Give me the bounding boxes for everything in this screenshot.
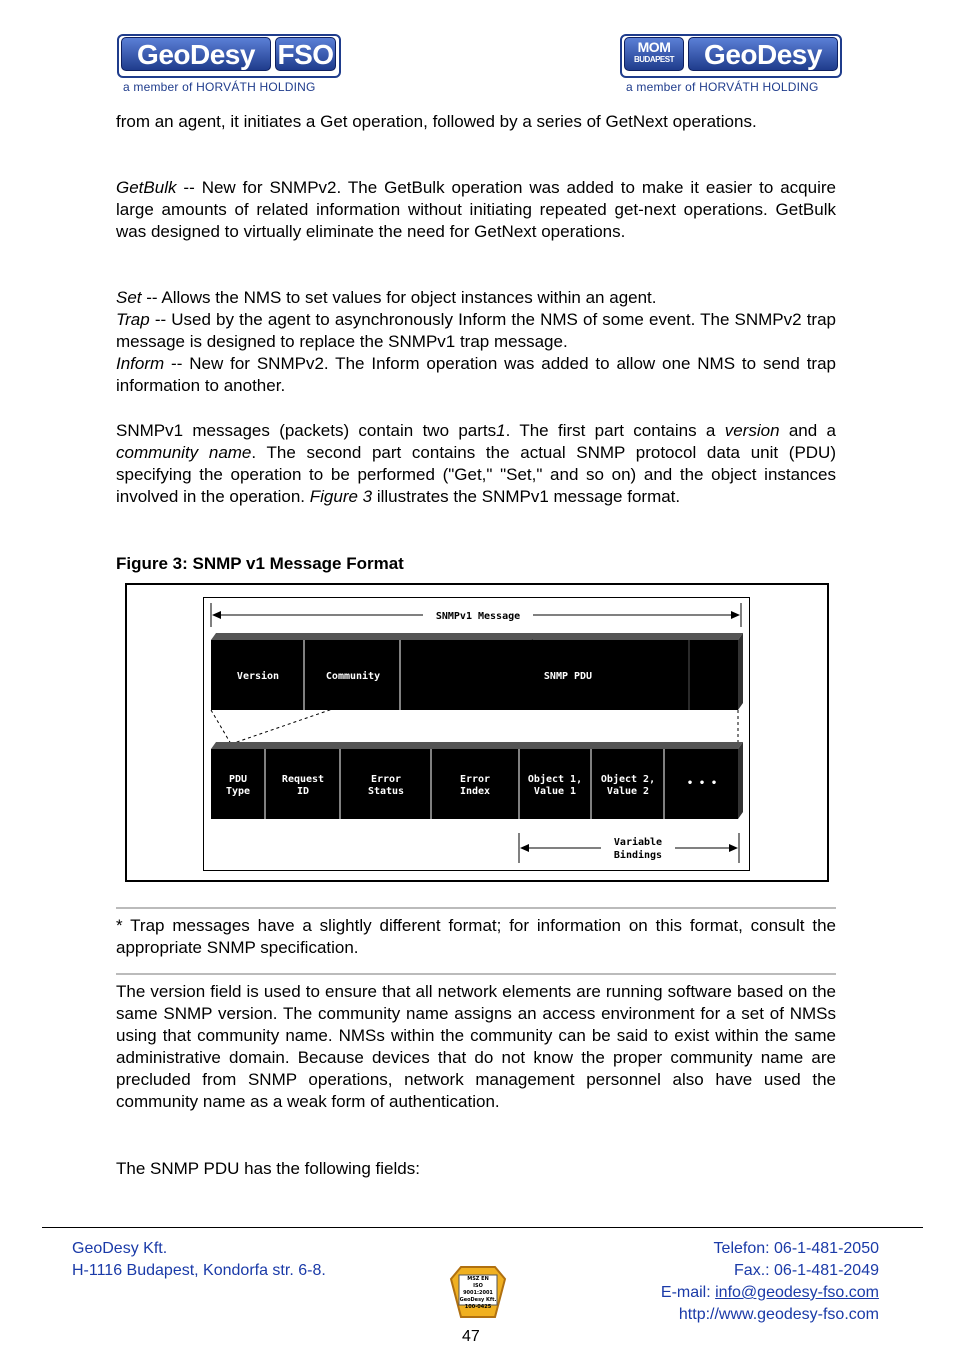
footer-fax: Fax.: 06-1-481-2049 — [734, 1262, 879, 1279]
footer-divider — [42, 1227, 923, 1228]
footer-address: H-1116 Budapest, Kondorfa str. 6-8. — [72, 1262, 326, 1279]
paragraph-intro-text: from an agent, it initiates a Get operation, followed by a series of GetNext operations. — [116, 112, 757, 131]
paragraph-operations — [116, 287, 836, 397]
iso-badge-text: MSZ EN ISO 9001:2001 GeoDesy Kft. 100-0425 — [459, 1276, 497, 1310]
footer-right — [661, 1238, 879, 1326]
logo-right-prefix-bottom: BUDAPEST — [633, 55, 674, 64]
paragraph-intro — [116, 111, 836, 133]
divider-top — [116, 907, 836, 909]
footnote-text: * Trap messages have a slightly different format; for information on this format, consult the appropriate SNMP specification. — [116, 916, 836, 957]
paragraph-getbulk — [116, 177, 836, 243]
logo-right-prefix — [624, 37, 684, 71]
pdu-field-error-status-1: Error — [370, 774, 402, 785]
pdu-field-object1-2: Value 1 — [533, 786, 577, 797]
paragraph-version-field — [116, 981, 836, 1113]
footer-email-label: E-mail: — [660, 1284, 716, 1301]
iso-badge-icon — [449, 1263, 507, 1321]
getbulk-description: -- New for SNMPv2. The GetBulk operation was added to make it easier to acquire large amounts of related information without initiating repeated get-next operations. GetBulk was designed to virtually eliminate the need for GetNext operations. — [116, 178, 836, 241]
trap-description: -- Used by the agent to asynchronously Inform the NMS of some event. The SNMPv2 trap message is designed to replace the SNMPv1 trap message. — [116, 310, 836, 351]
field-snmp-pdu: SNMP PDU — [543, 671, 593, 682]
figure-caption: Figure 3: SNMP v1 Message Format — [116, 554, 404, 573]
footer-email-link[interactable]: info@geodesy-fso.com — [715, 1284, 879, 1301]
logo-left-suffix: FSO — [275, 37, 336, 71]
inform-description: -- New for SNMPv2. The Inform operation was added to allow one NMS to send trap information to another. — [116, 354, 836, 395]
paragraph-version-field-text: The version field is used to ensure that all network elements are running software based on the same SNMP version. The community name assigns an access environment for a set of NMSs using that community name. NMSs within the community can be said to exist within the same administrative domain. Because devices that do not know the proper community name are precluded from SNMP operations, network management personnel also have used the community name as a weak form of authentication. — [116, 982, 836, 1111]
logo-right-tagline: a member of HORVÁTH HOLDING — [626, 80, 819, 94]
page-number: 47 — [462, 1328, 480, 1345]
pdu-field-error-index-2: Index — [459, 786, 491, 797]
logo-left-tagline: a member of HORVÁTH HOLDING — [123, 80, 316, 94]
logo-right — [620, 34, 842, 92]
pdu-field-request-2: ID — [296, 786, 310, 797]
paragraph-snmpv1-messages: SNMPv1 messages (packets) contain two parts1. The first part contains a version and a community name. The second part contains the actual SNMP protocol data unit (PDU) specifying the operation to be performed ("Get," "Set," and so on) and the object instances involved in the operation. Figure 3 illustrates the SNMPv1 message format. — [116, 421, 836, 506]
field-version: Version — [236, 671, 280, 682]
field-community: Community — [325, 671, 381, 682]
footer-phone: Telefon: 06-1-481-2050 — [713, 1240, 879, 1257]
footer-left — [72, 1238, 326, 1282]
footer-company: GeoDesy Kft. — [72, 1240, 168, 1257]
pdu-field-type-1: PDU — [228, 774, 248, 785]
logo-right-brand: GeoDesy — [688, 37, 838, 71]
pdu-field-type-2: Type — [225, 786, 251, 797]
pdu-field-object2-1: Object 2, — [600, 774, 656, 785]
paragraph-pdu-fields-text: The SNMP PDU has the following fields: — [116, 1159, 420, 1178]
term-set: Set — [116, 288, 142, 307]
figure-reference: Figure 3 — [309, 487, 373, 506]
snmp-message-diagram — [203, 597, 751, 871]
paragraph-pdu-fields — [116, 1158, 836, 1180]
term-getbulk: GetBulk — [116, 178, 177, 197]
logo-right-prefix-top: MOM — [637, 39, 671, 55]
term-trap: Trap — [116, 310, 150, 329]
pdu-field-error-index-1: Error — [459, 774, 491, 785]
logo-left — [117, 34, 341, 92]
term-inform: Inform — [116, 354, 165, 373]
bindings-label-2: Bindings — [613, 850, 663, 861]
pdu-field-object2-2: Value 2 — [606, 786, 650, 797]
pdu-field-error-status-2: Status — [367, 786, 405, 797]
pdu-ellipsis: • • • — [686, 778, 718, 789]
divider-bottom — [116, 973, 836, 975]
pdu-field-object1-1: Object 1, — [527, 774, 583, 785]
set-description: -- Allows the NMS to set values for object instances within an agent. — [141, 288, 657, 307]
pdu-field-request-1: Request — [281, 774, 325, 785]
footer-web-link[interactable]: http://www.geodesy-fso.com — [678, 1306, 879, 1323]
logo-left-brand: GeoDesy — [121, 37, 271, 71]
footnote — [116, 915, 836, 959]
message-label: SNMPv1 Message — [435, 611, 521, 622]
bindings-label-1: Variable — [613, 837, 663, 848]
